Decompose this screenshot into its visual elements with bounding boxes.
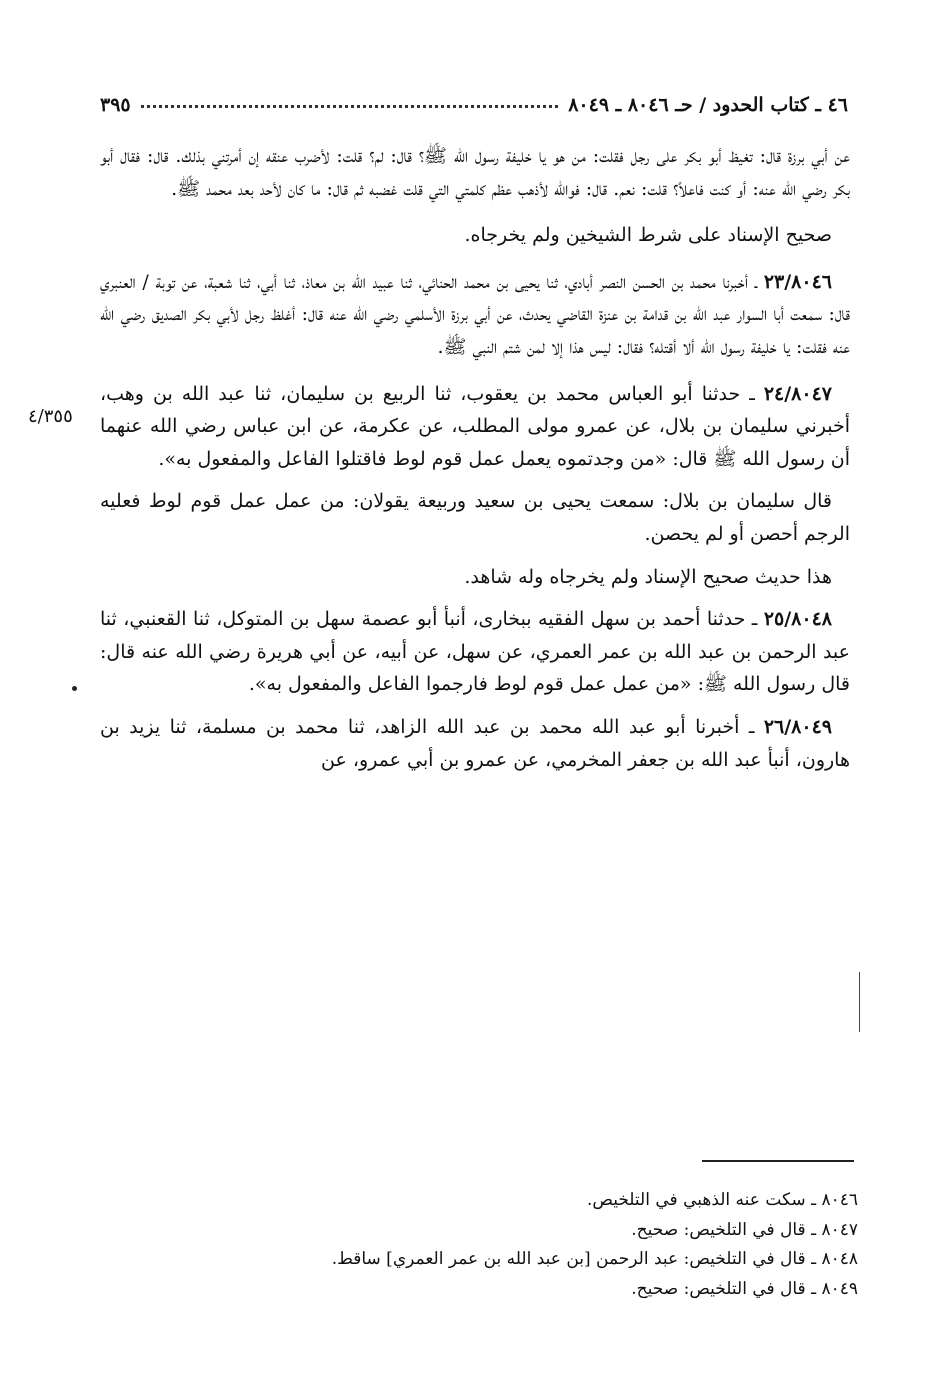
footnote-8047: ٨٠٤٧ ـ قال في التلخيص: صحيح. bbox=[631, 1219, 858, 1240]
margin-line-mark bbox=[859, 972, 860, 1032]
hadith-8048 bbox=[100, 603, 850, 701]
hadith-text: ـ أخبرنا محمد بن الحسن النصر أبادي، ثنا يحيى بن محمد الحنائي، ثنا عبيد الله بن معاذ، ثنا أبي، ثنا شعبة، عن توبة / العنبري قال: سمعت أبا السوار عبد الله بن قدامة بن عنزة القاضي يحدث، عن أبي برزة الأسلمي رضي الله عنه قال: أغلظ رجل لأبي بكر الصديق رضي الله عنه فقلت: يا خليفة رسول الله ألا أقتله؟ فقال: ليس هذا إلا لمن شتم النبي ﷺ. bbox=[100, 270, 850, 358]
hadith-8046 bbox=[100, 266, 850, 364]
footnote-8048: ٨٠٤٨ ـ قال في التلخيص: عبد الرحمن [بن عبد الله بن عمر العمري] ساقط. bbox=[331, 1249, 858, 1269]
hadith-number: ٢٤/٨٠٤٧ bbox=[763, 382, 832, 405]
hadith-number: ٢٣/٨٠٤٦ bbox=[763, 270, 832, 293]
hadith-number: ٢٦/٨٠٤٩ bbox=[763, 715, 832, 738]
hadith-text: ـ حدثنا أبو العباس محمد بن يعقوب، ثنا الربيع بن سليمان، ثنا عبد الله بن وهب، أخبرني سليمان بن بلال، عن عمرو مولى المطلب، عن عكرمة، عن ابن عباس رضي الله عنهما أن رسول الله ﷺ قال: «من وجدتموه يعمل عمل قوم لوط فاقتلوا الفاعل والمفعول به». bbox=[100, 382, 850, 470]
footnote-8049: ٨٠٤٩ ـ قال في التلخيص: صحيح. bbox=[631, 1278, 858, 1299]
paragraph-grading: صحيح الإسناد على شرط الشيخين ولم يخرجاه. bbox=[464, 224, 832, 247]
hadith-number: ٢٥/٨٠٤٨ bbox=[763, 608, 832, 631]
hadith-text: ـ حدثنا أحمد بن سهل الفقيه ببخارى، أنبأ أبو عصمة سهل بن المتوكل، ثنا القعنبي، ثنا عبد الرحمن بن عبد الله بن عمر العمري، عن سهل، عن أبيه، عن أبي هريرة رضي الله عنه قال: قال رسول الله ﷺ: «من عمل عمل قوم لوط فارجموا الفاعل والمفعول به». bbox=[100, 608, 850, 696]
footnote-8046: ٨٠٤٦ ـ سكت عنه الذهبي في التلخيص. bbox=[586, 1190, 858, 1210]
paragraph-grading-2: هذا حديث صحيح الإسناد ولم يخرجاه وله شاهد. bbox=[464, 565, 832, 588]
hadith-8047 bbox=[100, 378, 850, 476]
hadith-8049 bbox=[100, 711, 850, 776]
paragraph-sulayman-statement: قال سليمان بن بلال: سمعت يحيى بن سعيد وربيعة يقولان: من عمل عمل قوم لوط فعليه الرجم أحصن أو لم يحصن. bbox=[100, 490, 850, 545]
main-text bbox=[100, 140, 850, 776]
footnote-separator bbox=[702, 1160, 854, 1162]
paragraph-hadith-8045-end: عن أبي برزة قال: تغيظ أبو بكر على رجل فقلت: من هو يا خليفة رسول الله ﷺ؟ قال: لم؟ قلت: لأضرب عنقه إن أمرتني بذلك. قال: فقال أبو بكر رضي الله عنه: أو كنت فاعلاً؟ قلت: نعم. قال: فوالله لأذهب عظم كلمتي التي قلت غضبه ثم قال: ما كان لأحد بعد محمد ﷺ. bbox=[100, 145, 850, 200]
page-number: ٣٩٥ bbox=[100, 94, 131, 116]
header-title: ٤٦ ـ كتاب الحدود / حـ ٨٠٤٦ ـ ٨٠٤٩ bbox=[568, 94, 848, 116]
margin-volume-reference: ٤/٣٥٥ bbox=[28, 406, 73, 427]
header-leader-dots bbox=[141, 105, 559, 108]
running-header bbox=[100, 82, 848, 116]
footnotes bbox=[100, 1186, 858, 1304]
margin-dot-mark bbox=[72, 686, 77, 691]
hadith-text: ـ أخبرنا أبو عبد الله محمد بن عبد الله الزاهد، ثنا محمد بن مسلمة، ثنا يزيد بن هارون، أنبأ عبد الله بن جعفر المخرمي، عن عمرو بن أبي عمرو، عن bbox=[100, 715, 850, 771]
